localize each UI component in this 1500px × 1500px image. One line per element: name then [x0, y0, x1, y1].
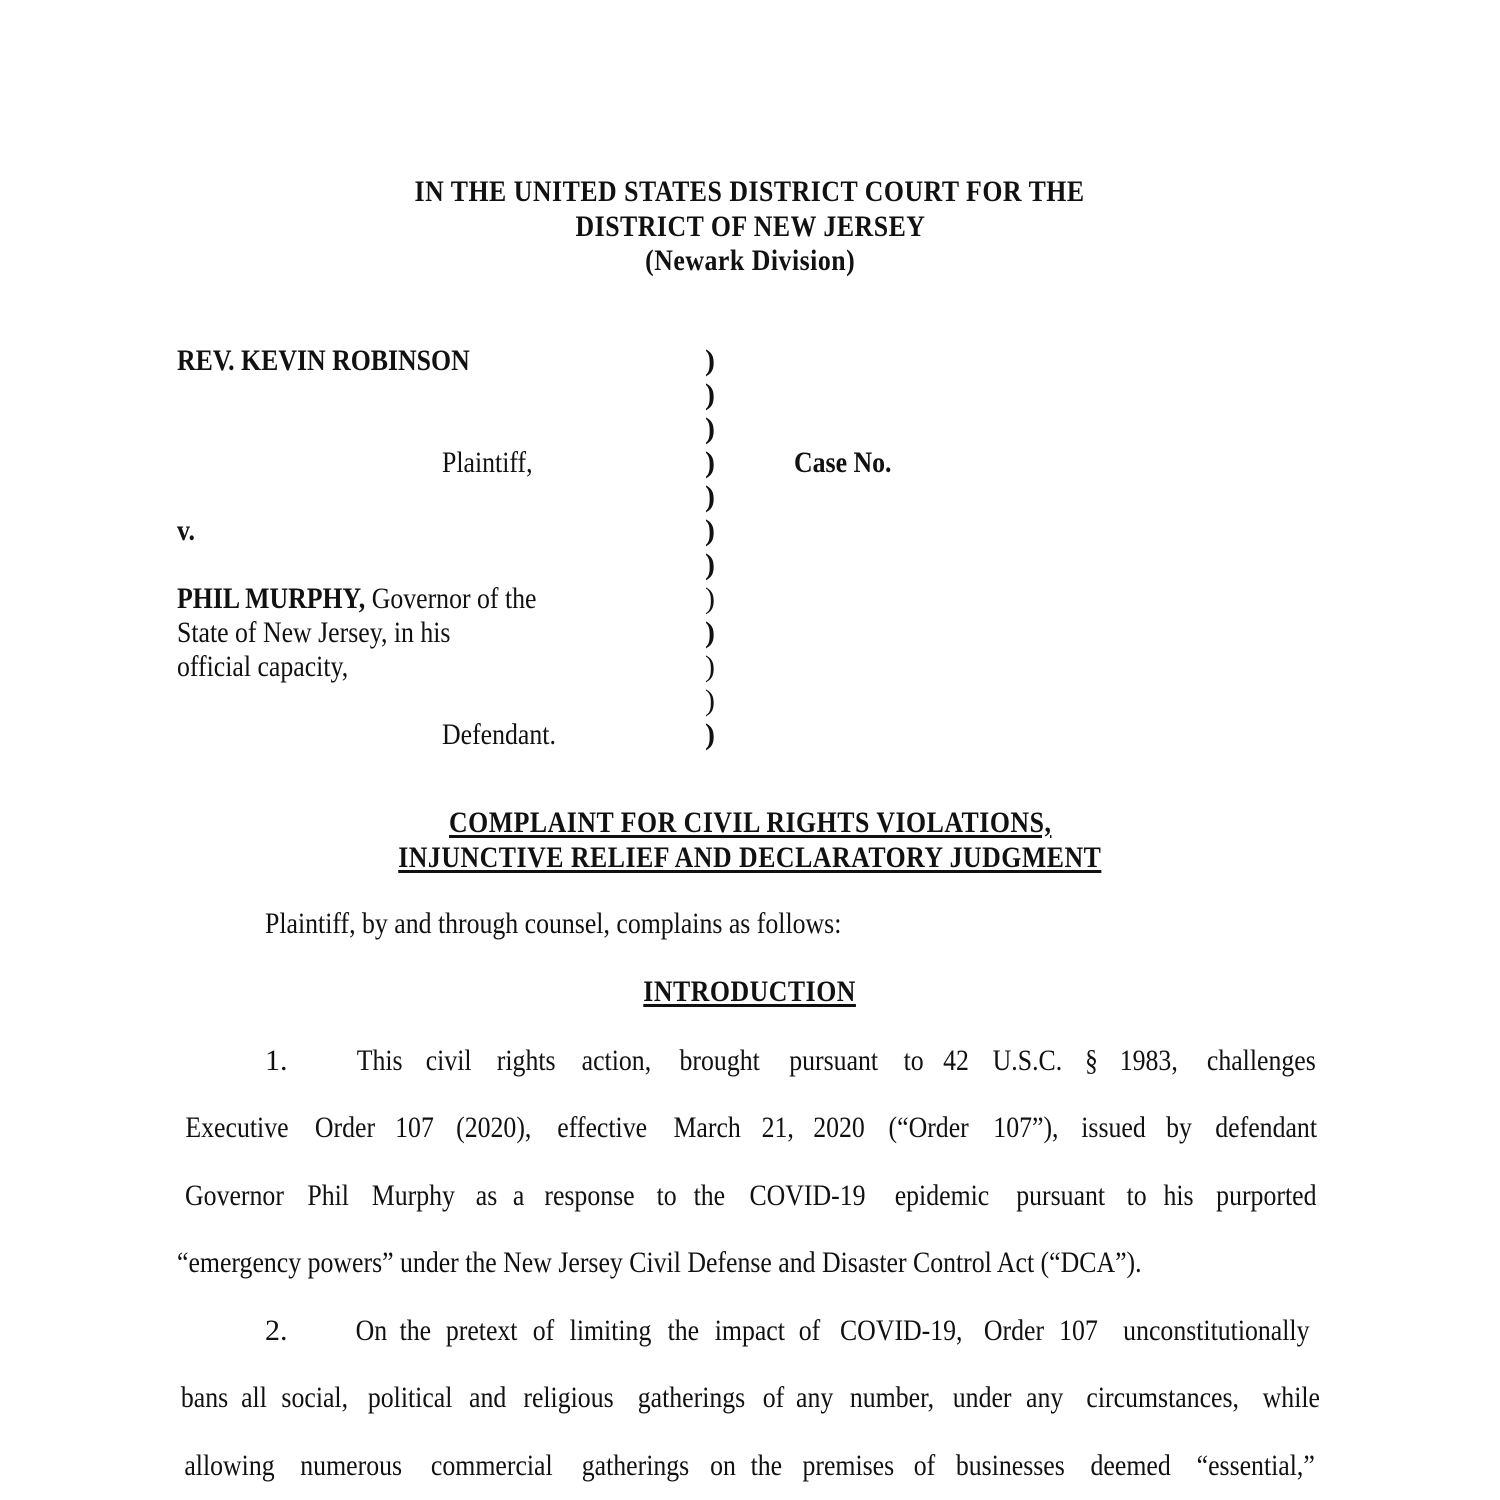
defendant-label: Defendant.: [442, 718, 556, 751]
plaintiff-label: Plaintiff,: [442, 446, 533, 479]
section-heading-introduction: INTRODUCTION: [643, 975, 857, 1008]
court-header-line-1: IN THE UNITED STATES DISTRICT COURT FOR THE: [414, 175, 1086, 208]
caption-paren: ): [705, 412, 715, 445]
versus-label: v.: [177, 514, 195, 547]
paragraph-number: 2.: [265, 1314, 288, 1347]
court-division: (Newark Division): [644, 244, 856, 277]
paragraph-2-line-2: bans all social, political and religious gatherings of any number, under any circumstances, while: [180, 1381, 1321, 1414]
caption-paren: ): [705, 684, 715, 717]
caption-paren: ): [705, 446, 715, 479]
paragraph-1-line-2: Executive Order 107 (2020), effective March 21, 2020 (“Order 107”), issued by defendant: [185, 1111, 1317, 1144]
paragraph-1-line-4: “emergency powers” under the New Jersey Civil Defense and Disaster Control Act (“DCA”).: [177, 1246, 1142, 1279]
intro-sentence: Plaintiff, by and through counsel, complains as follows:: [265, 907, 842, 940]
defendant-line-2: State of New Jersey, in his: [177, 616, 451, 649]
caption-paren: ): [705, 582, 715, 615]
caption-paren: ): [705, 514, 715, 547]
plaintiff-name: REV. KEVIN ROBINSON: [177, 344, 470, 377]
paragraph-2-line-3: allowing numerous commercial gatherings on the premises of businesses deemed “essential,”: [184, 1449, 1316, 1482]
court-header-line-2: DISTRICT OF NEW JERSEY: [575, 209, 925, 243]
caption-paren: ): [705, 548, 715, 581]
paragraph-number: 1.: [265, 1044, 288, 1077]
caption-paren: ): [705, 378, 715, 411]
caption-paren: ): [705, 718, 715, 751]
complaint-title-line-1: COMPLAINT FOR CIVIL RIGHTS VIOLATIONS,: [448, 806, 1052, 839]
complaint-title-line-2: INJUNCTIVE RELIEF AND DECLARATORY JUDGMENT: [398, 840, 1102, 874]
defendant-line-3: official capacity,: [177, 650, 349, 683]
case-number-label: Case No.: [794, 446, 892, 479]
caption-paren: ): [705, 616, 715, 649]
court-header: [0, 175, 1500, 279]
defendant-line-1: [177, 582, 595, 616]
document-page: IN THE UNITED STATES DISTRICT COURT FOR THE DISTRICT OF NEW JERSEY (Newark Division) REV. KEVIN ROBINSON Plaintiff, v. PHIL MURPHY, Governor of the State of New Jersey, in his official capacity, Defendant. ) ) ) ) ) ) ) ) ) ) ) ) Case No. COMPLAINT FOR CIVIL RIGHTS VIOLATIONS, INJUNCTIVE RELIEF AND DECLARATORY JUDGMENT Plaintiff, by and through counsel, complains as follows: INTRODUCTION 1. This civil rights action, brought pursuant to 42 U.S.C. § 1983, challenges Executive Order 107 (2020), effective March 21, 2020 (“Order 107”), issued by defendant Governor Phil Murphy as a response to the COVID-19 epidemic pursuant to his purported “emergency powers” under the New Jersey Civil Defense and Disaster Control Act (“DCA”). 2. On the pretext of limiting the impact of COVID-19, Order 107 unconstitutionally bans all social, political and religious gatherings of any number, under any circumstances, while allowing numerous commercial gatherings on the premises of businesses deemed “essential,”: [0, 0, 1500, 1500]
caption-paren: ): [705, 650, 715, 683]
caption-paren: ): [705, 344, 715, 377]
defendant-name: PHIL MURPHY,: [177, 582, 366, 615]
caption-paren: ): [705, 480, 715, 513]
complaint-title: [0, 806, 1500, 875]
defendant-desc-1: Governor of the: [365, 582, 537, 615]
paragraph-1-line-3: Governor Phil Murphy as a response to the COVID-19 epidemic pursuant to his purported: [185, 1179, 1317, 1212]
